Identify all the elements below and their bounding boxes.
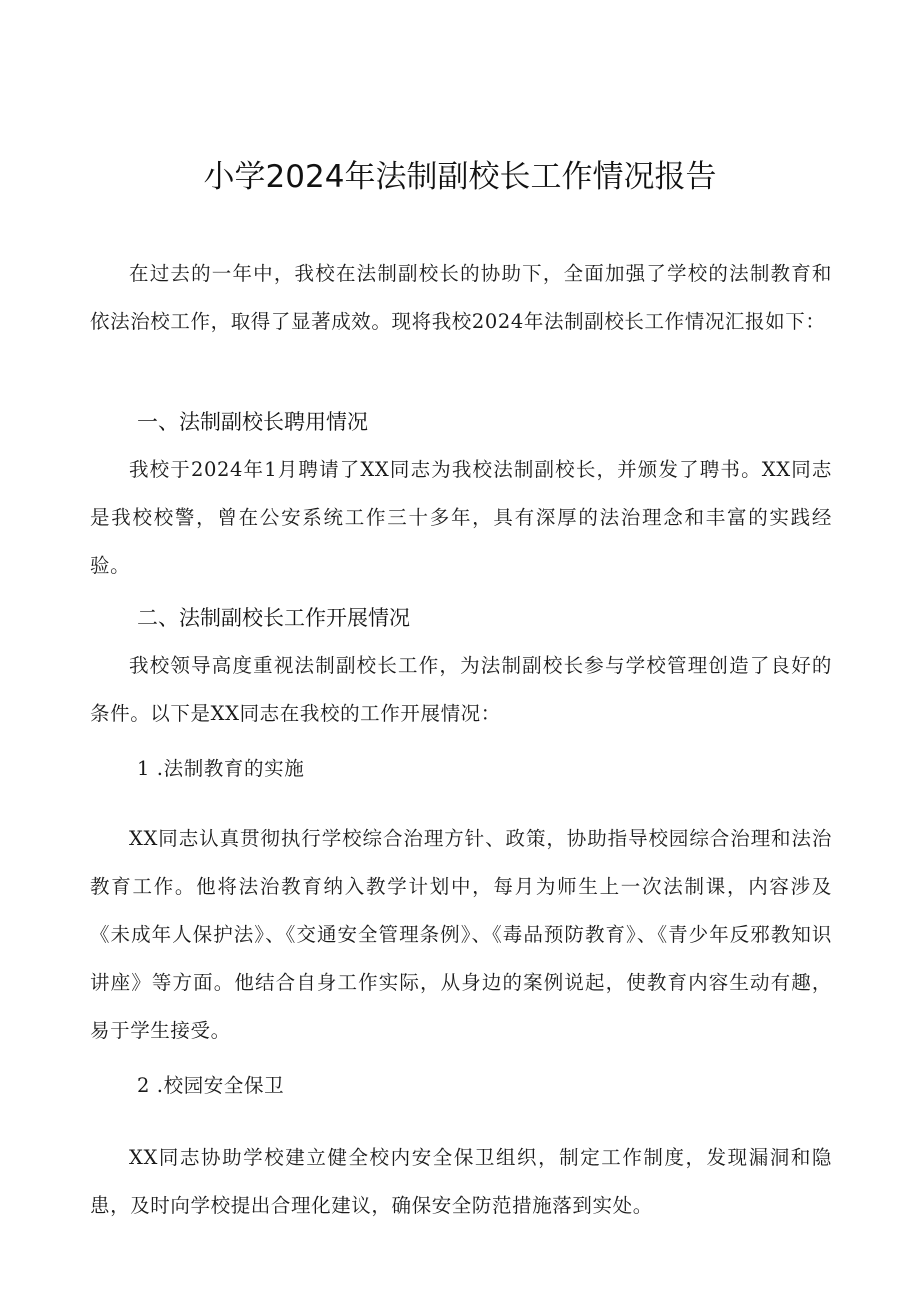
item-1-label: 1 .法制教育的实施 xyxy=(137,757,305,780)
item-2-label: 2 .校园安全保卫 xyxy=(137,1074,285,1097)
intro-paragraph: 在过去的一年中，我校在法制副校长的协助下，全面加强了学校的法制教育和依法治校工作，取得了显著成效。现将我校2024年法制副校长工作情况汇报如下： xyxy=(90,262,832,333)
document-title: 小学2024年法制副校长工作情况报告 xyxy=(203,159,717,195)
section-2-heading: 二、法制副校长工作开展情况 xyxy=(137,606,410,630)
section-2-paragraph: 我校领导高度重视法制副校长工作，为法制副校长参与学校管理创造了良好的条件。以下是XX同志在我校的工作开展情况： xyxy=(90,654,832,725)
section-1-heading: 一、法制副校长聘用情况 xyxy=(137,410,368,434)
item-2-paragraph: XX同志协助学校建立健全校内安全保卫组织，制定工作制度，发现漏洞和隐患，及时向学校提出合理化建议，确保安全防范措施落到实处。 xyxy=(90,1146,832,1217)
item-1-paragraph: XX同志认真贯彻执行学校综合治理方针、政策，协助指导校园综合治理和法治教育工作。他将法治教育纳入教学计划中，每月为师生上一次法制课，内容涉及《未成年人保护法》、《交通安全管理条例》、《毒品预防教育》、《青少年反邪教知识讲座》等方面。他结合自身工作实际，从身边的案例说起，使教育内容生动有趣，易于学生接受。 xyxy=(90,827,832,1042)
section-1-paragraph: 我校于2024年1月聘请了XX同志为我校法制副校长，并颁发了聘书。XX同志是我校校警，曾在公安系统工作三十多年，具有深厚的法治理念和丰富的实践经验。 xyxy=(90,458,832,577)
